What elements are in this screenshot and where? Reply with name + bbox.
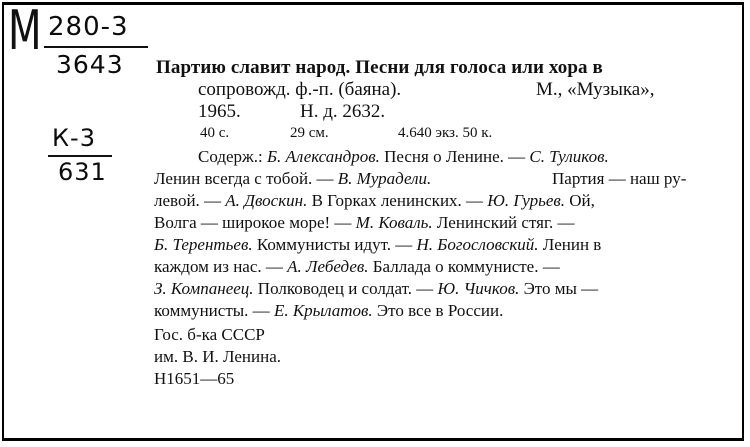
contents-line-1: [198, 147, 609, 167]
title-line-1: Партию славит народ. Песни для голоса или хора в: [156, 57, 603, 78]
composer: Ю. Гурьев.: [487, 191, 566, 210]
contents-line-2-end: Партия — наш ру-: [552, 169, 687, 188]
handwritten-letter: M: [8, 0, 41, 62]
composer: С. Туликов.: [529, 147, 609, 166]
handwritten-index-bottom: 631: [58, 158, 107, 186]
song-title: Полководец и солдат. —: [257, 279, 434, 298]
pages-count: 40 с.: [200, 125, 230, 141]
song-title: Коммунисты идут. —: [256, 235, 413, 254]
contents-label: Содерж.:: [198, 147, 263, 166]
song-title: Баллада о коммунисте. —: [372, 257, 560, 276]
composer: Б. Терентьев.: [154, 235, 253, 254]
composer: Ю. Чичков.: [437, 279, 520, 298]
contents-line-7: [154, 279, 598, 299]
title-line-2b: М., «Музыка»,: [536, 79, 655, 100]
song-title: Ой,: [569, 191, 595, 210]
song-title: Песня о Ленине. —: [384, 147, 526, 166]
contents-line-6: [154, 257, 560, 277]
title-line-3a: 1965.: [198, 101, 241, 122]
contents-line-5: [154, 235, 601, 255]
index-divider: [48, 155, 112, 157]
handwritten-shelf-bottom: 3643: [56, 50, 124, 79]
composer: З. Компанеец.: [154, 279, 254, 298]
composer: В. Мурадели.: [337, 169, 432, 188]
composer: М. Коваль.: [355, 213, 433, 232]
card-code: Н1651—65: [154, 369, 235, 388]
shelf-divider: [44, 46, 148, 48]
handwritten-shelf-top: 280-3: [48, 12, 129, 42]
song-title: каждом из нас. —: [154, 257, 283, 276]
song-title: коммунисты. —: [154, 301, 270, 320]
composer: А. Двоскин.: [225, 191, 308, 210]
song-title: Волга — широкое море! —: [154, 213, 352, 232]
composer: Е. Крылатов.: [273, 301, 373, 320]
library-line-1: Гос. б-ка СССР: [154, 325, 265, 344]
contents-line-2: [154, 169, 431, 189]
composer: Б. Александров.: [267, 147, 380, 166]
song-title: В Горках ленинских. —: [311, 191, 484, 210]
song-title: Ленинский стяг. —: [436, 213, 575, 232]
composer: Н. Богословский.: [416, 235, 539, 254]
contents-line-8: [154, 301, 503, 321]
library-line-2: им. В. И. Ленина.: [154, 347, 282, 366]
copies-price: 4.640 экз. 50 к.: [398, 125, 493, 141]
song-title: Это мы —: [523, 279, 599, 298]
contents-line-4: [154, 213, 575, 233]
song-title: Ленин всегда с тобой. —: [154, 169, 334, 188]
song-title: Это все в России.: [376, 301, 504, 320]
composer: А. Лебедев.: [287, 257, 369, 276]
title-line-2a: сопровожд. ф.-п. (баяна).: [198, 79, 402, 100]
handwritten-index-top: К-3: [52, 124, 96, 152]
size: 29 см.: [290, 125, 329, 141]
title-line-3b: Н. д. 2632.: [300, 101, 386, 122]
contents-line-3: [154, 191, 595, 211]
song-title: Ленин в: [542, 235, 602, 254]
song-title: левой. —: [154, 191, 222, 210]
